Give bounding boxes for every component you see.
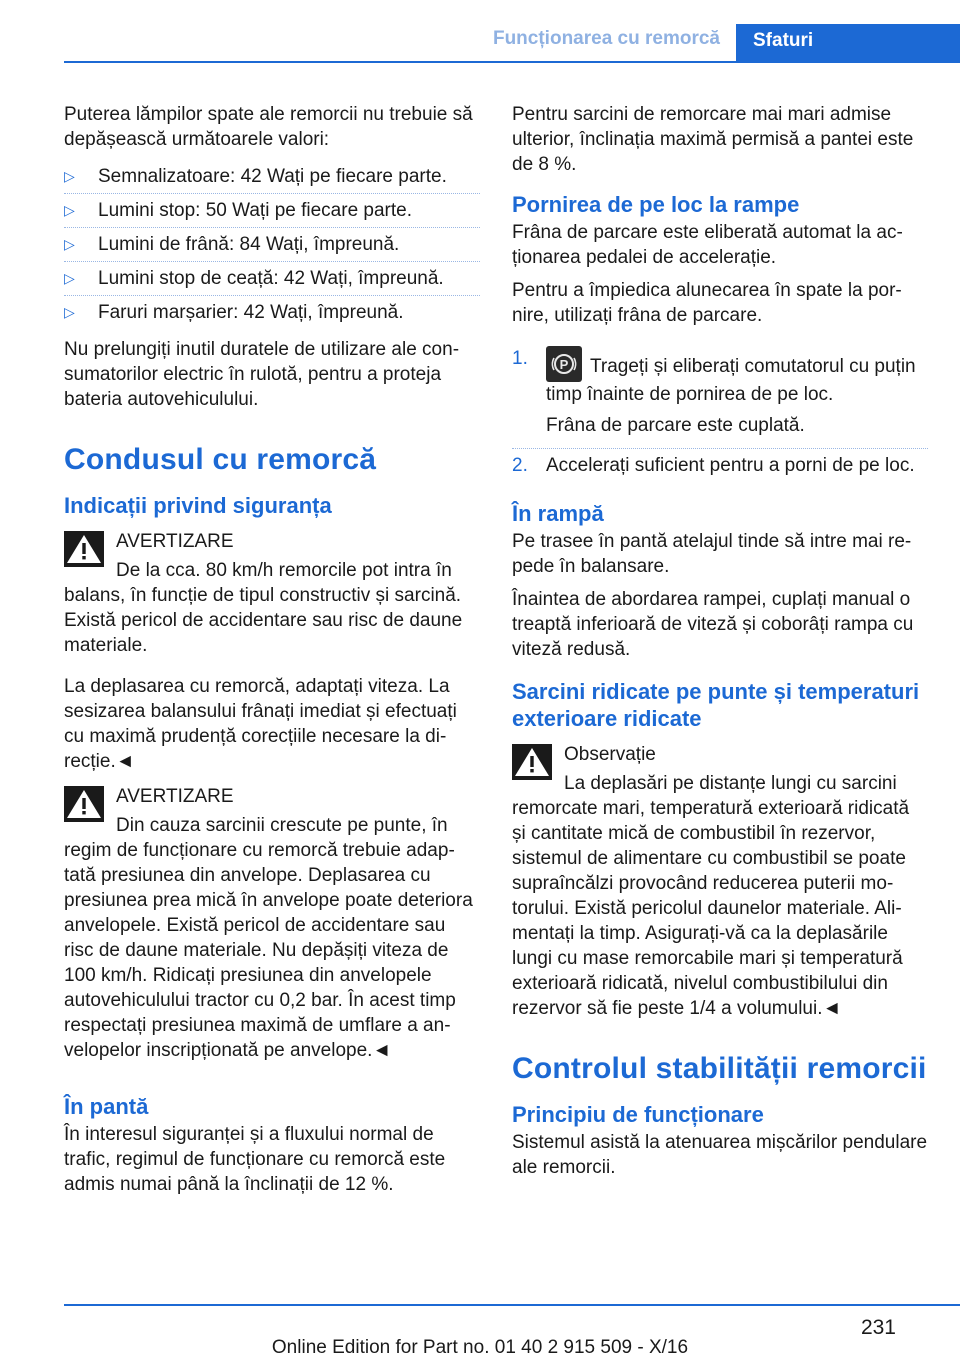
list-item [512, 342, 928, 448]
warning-triangle-icon [512, 744, 552, 780]
footer-rule [64, 1304, 960, 1306]
header-tab [736, 24, 960, 62]
note-block [512, 742, 928, 1029]
ramp-paragraph-1: Pe trasee în pantă atelajul tinde să intre mai repede în balansare. [512, 531, 912, 577]
triangle-bullet-icon: ▷ [64, 270, 75, 286]
note-text: La deplasări pe distanțe lungi cu sarcini remorcate mari, temperatură exterioară ridicată și cantitate mică de combustibil în rezervor, sistemul de alimentare cu combustibil se poate supraîncălzi provocând reducerea puterii motorului. Există pericolul daunelor materiale. Alimentați la timp. Asigurați-vă ca la deplasările lungi cu mase remorcabile mari și temperatură exterioară ridicată, nivelul combustibilului din rezervor să fie peste 1/4 a volumului.◄ [512, 773, 910, 1019]
list-item-text: Lumini stop de ceață: 42 Wați, împreună. [98, 268, 444, 289]
triangle-bullet-icon: ▷ [64, 236, 75, 252]
step-text: Trageți și eliberați comutatorul cu puțin timp înainte de pornirea de pe loc. [546, 356, 916, 405]
subheading-principle: Principiu de funcționare [512, 1102, 764, 1127]
list-item [512, 448, 928, 488]
right-column [512, 102, 928, 1188]
list-item [64, 160, 480, 193]
warning-block [64, 529, 480, 666]
warning-block [64, 784, 480, 1071]
left-column [64, 102, 480, 1205]
step-number: 1. [512, 348, 528, 369]
warning-triangle-icon [64, 786, 104, 822]
warning-title: AVERTIZARE [116, 786, 234, 807]
lamp-power-list [64, 160, 480, 329]
step-text: Accelerați suficient pentru a porni de pe loc. [546, 455, 915, 476]
subheading-ramp: În rampă [512, 501, 604, 526]
step-number: 2. [512, 455, 528, 476]
warning-text: Din cauza sarcinii crescute pe punte, în regim de funcționare cu remorcă trebuie adaptată presiunea din anvelope. Deplasarea cu presiunea prea mică în anvelope poate deteriora anvelopele. Există pericol de accidentare sau risc de daune materiale. Nu depășiți viteza de 100 km/h. Ridicați presiunea din anvelopele autovehiculului tractor cu 0,2 bar. În acest timp respectați presiunea maximă de umflare a anvelopelor inscripționată pe anvelope.◄ [64, 815, 473, 1061]
page-number: 231 [860, 1316, 896, 1339]
gradient-paragraph: Pentru sarcini de remorcare mai mari admise ulterior, înclinația maximă permisă a pantei este de 8 %. [512, 104, 914, 175]
section-heading-towing: Condusul cu remorcă [64, 443, 377, 476]
warning-text: De la cca. 80 km/h remorcile pot intra în balans, în funcție de tipul constructiv și sarcină. Există pericol de accidentare sau risc de daune materiale. [64, 560, 463, 656]
sway-paragraph: La deplasarea cu remorcă, adaptați viteza. La sesizarea balansului frânați imediat și efectuați cu maximă prudență corecțiile necesare la direcție.◄ [64, 676, 457, 772]
intro-paragraph: Puterea lămpilor spate ale remorcii nu trebuie să depășească următoarele valori: [64, 104, 473, 150]
list-item-text: Lumini de frână: 84 Wați, împreună. [98, 234, 400, 255]
ramp-paragraph-2: Înaintea de abordarea rampei, cuplați manual o treaptă inferioară de viteză și coborâți rampa cu viteză redusă. [512, 589, 914, 660]
edition-footer: Online Edition for Part no. 01 40 2 915 509 - X/16 [271, 1337, 689, 1358]
parking-brake-icon [546, 346, 582, 382]
section-heading-trailer-stability: Controlul stabilității remorcii [512, 1052, 927, 1085]
note-title: Observație [564, 744, 656, 765]
list-item [64, 227, 480, 261]
header-section-title: Funcționarea cu remorcă [492, 28, 720, 49]
triangle-bullet-icon: ▷ [64, 168, 75, 184]
list-item-text: Lumini stop: 50 Wați pe fiecare parte. [98, 200, 413, 221]
list-item-text: Faruri marșarier: 42 Wați, împreună. [98, 302, 404, 323]
svg-text:P: P [559, 357, 569, 372]
slope-paragraph: În interesul siguranței și a fluxului normal de trafic, regimul de funcționare cu remorcă este admis numai până la înclinații de 12 %. [64, 1124, 446, 1195]
subheading-safety: Indicații privind siguranța [64, 493, 332, 518]
triangle-bullet-icon: ▷ [64, 304, 75, 320]
header-rule [64, 61, 960, 63]
hill-start-paragraph-1: Frâna de parcare este eliberată automat la acționarea pedalei de accelerație. [512, 222, 903, 268]
warning-triangle-icon [64, 531, 104, 567]
list-item [64, 193, 480, 227]
subheading-hill-start: Pornirea de pe loc la rampe [512, 192, 800, 217]
list-item-text: Semnalizatoare: 42 Wați pe fiecare parte. [98, 166, 447, 187]
header-tab-label: Sfaturi [753, 30, 814, 51]
list-item [64, 261, 480, 295]
warning-title: AVERTIZARE [116, 531, 234, 552]
list-item [64, 295, 480, 329]
battery-paragraph: Nu prelungiți inutil duratele de utilizare ale consumatorilor electric în rulotă, pentru a proteja bateria autovehiculului. [64, 339, 460, 410]
subheading-slope: În pantă [64, 1094, 149, 1119]
triangle-bullet-icon: ▷ [64, 202, 75, 218]
principle-paragraph: Sistemul asistă la atenuarea mișcărilor pendulare ale remorcii. [512, 1132, 928, 1178]
hill-start-paragraph-2: Pentru a împiedica alunecarea în spate la pornire, utilizați frâna de parcare. [512, 280, 902, 326]
hill-start-steps [512, 342, 928, 488]
step-sub-text: Frâna de parcare este cuplată. [546, 415, 805, 436]
subheading-high-loads: Sarcini ridicate pe punte și temperaturi exterioare ridicate [512, 679, 920, 731]
